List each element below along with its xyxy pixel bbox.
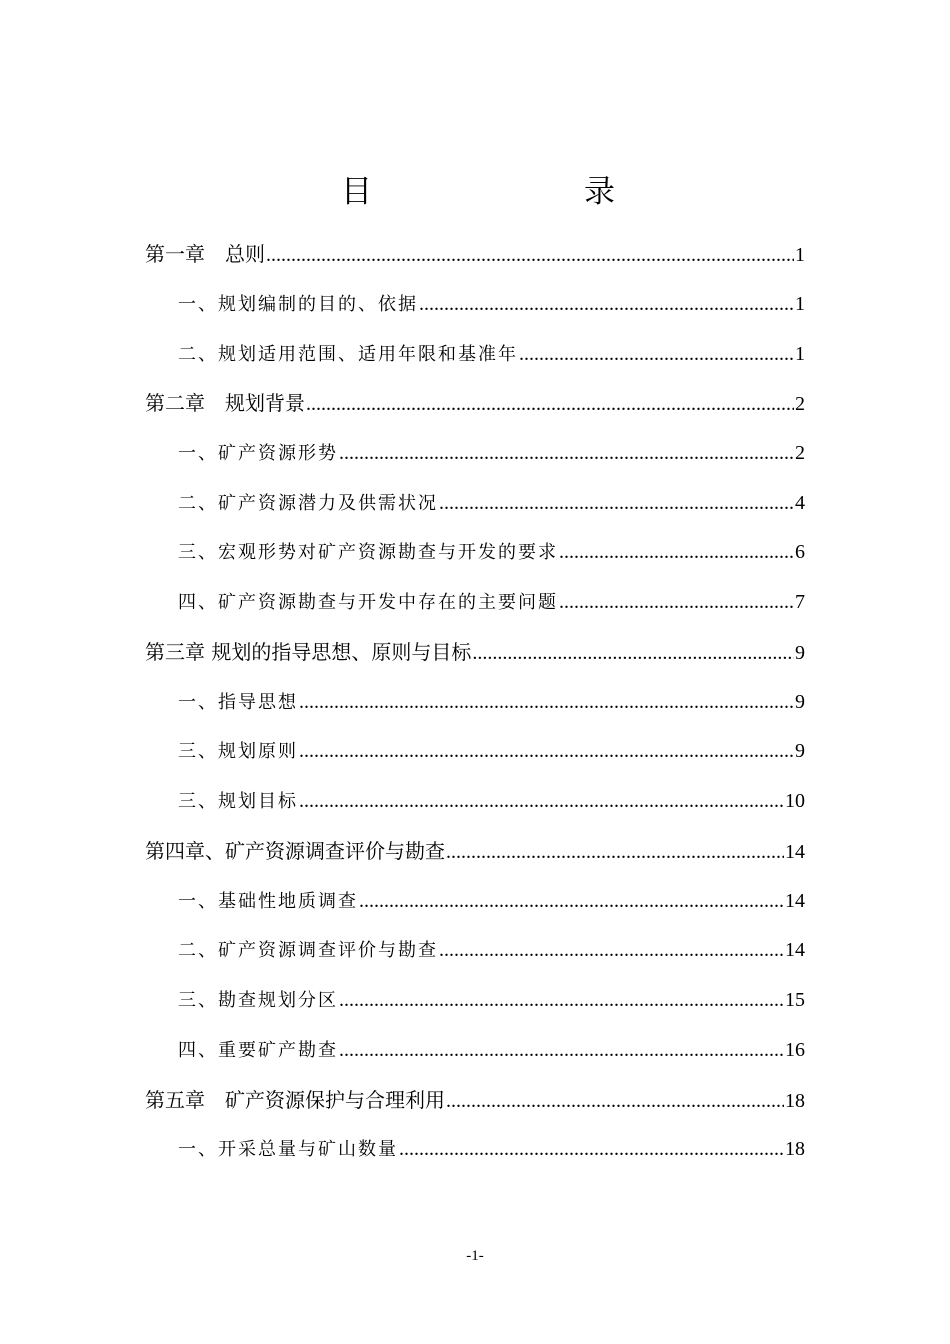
toc-entry-section[interactable] xyxy=(178,982,805,1018)
toc-leader-dots xyxy=(359,883,784,919)
toc-entry-chapter[interactable] xyxy=(145,385,805,421)
toc-entry-chapter[interactable] xyxy=(145,634,805,670)
toc-entry-label: 一、基础性地质调查 xyxy=(178,891,358,912)
toc-entry-label: 一、矿产资源形势 xyxy=(178,443,338,464)
toc-leader-dots xyxy=(339,982,784,1018)
toc-entry-page: 2 xyxy=(795,442,805,464)
toc-entry-page: 10 xyxy=(785,790,805,812)
toc-entry-label: 三、规划目标 xyxy=(178,791,298,812)
toc-entry-page: 4 xyxy=(795,492,805,514)
toc-entry-section[interactable] xyxy=(178,883,805,919)
toc-entry-label: 第一章 总则 xyxy=(145,242,265,266)
toc-entry-page: 18 xyxy=(785,1138,805,1160)
toc-leader-dots xyxy=(446,1083,784,1119)
toc-entry-section[interactable] xyxy=(178,435,805,471)
toc-entry-page: 16 xyxy=(785,1039,805,1061)
toc-entry-page: 1 xyxy=(795,244,805,266)
toc-entry-label: 三、规划原则 xyxy=(178,741,298,762)
toc-leader-dots xyxy=(299,783,784,819)
toc-entry-page: 14 xyxy=(785,841,805,863)
toc-leader-dots xyxy=(439,932,784,968)
toc-entry-page: 7 xyxy=(795,591,805,613)
toc-entry-label: 三、勘查规划分区 xyxy=(178,990,338,1011)
toc-leader-dots xyxy=(472,635,794,671)
toc-leader-dots xyxy=(439,485,794,521)
toc-leader-dots xyxy=(399,1131,784,1167)
toc-entry-label: 四、矿产资源勘查与开发中存在的主要问题 xyxy=(178,592,558,613)
toc-leader-dots xyxy=(339,1032,784,1068)
toc-leader-dots xyxy=(559,534,794,570)
toc-entry-label: 第二章 规划背景 xyxy=(145,391,305,415)
toc-entry-label: 一、指导思想 xyxy=(178,692,298,713)
toc-title-char-1: 目 xyxy=(341,174,372,210)
toc-entry-page: 9 xyxy=(795,740,805,762)
toc-entry-section[interactable] xyxy=(178,684,805,720)
toc-entry-page: 14 xyxy=(785,939,805,961)
toc-entry-chapter[interactable] xyxy=(145,1082,805,1118)
toc-entry-page: 14 xyxy=(785,890,805,912)
toc-entry-page: 15 xyxy=(785,989,805,1011)
toc-entry-page: 18 xyxy=(785,1090,805,1112)
toc-entry-section[interactable] xyxy=(178,1131,805,1167)
toc-entry-label: 二、规划适用范围、适用年限和基准年 xyxy=(178,344,518,365)
toc-entry-page: 9 xyxy=(795,642,805,664)
toc-entry-label: 第三章 规划的指导思想、原则与目标 xyxy=(145,640,472,664)
toc-entry-section[interactable] xyxy=(178,1032,805,1068)
toc-entry-label: 一、开采总量与矿山数量 xyxy=(178,1139,398,1160)
toc-leader-dots xyxy=(306,386,794,422)
toc-entry-section[interactable] xyxy=(178,932,805,968)
toc-entry-page: 2 xyxy=(795,393,805,415)
toc-entry-label: 二、矿产资源调查评价与勘查 xyxy=(178,940,438,961)
toc-entry-section[interactable] xyxy=(178,336,805,372)
page-number: -1- xyxy=(466,1248,484,1264)
toc-leader-dots xyxy=(299,733,794,769)
toc-entry-section[interactable] xyxy=(178,733,805,769)
toc-entry-label: 第五章 矿产资源保护与合理利用 xyxy=(145,1088,445,1112)
toc-leader-dots xyxy=(266,237,794,273)
toc-entry-label: 一、规划编制的目的、依据 xyxy=(178,294,418,315)
toc-leader-dots xyxy=(559,584,794,620)
toc-entry-label: 第四章、矿产资源调查评价与勘查 xyxy=(145,839,445,863)
toc-entry-page: 1 xyxy=(795,343,805,365)
toc-leader-dots xyxy=(519,336,794,372)
toc-entry-chapter[interactable] xyxy=(145,833,805,869)
toc-entry-label: 四、重要矿产勘查 xyxy=(178,1040,338,1061)
toc-entry-label: 三、宏观形势对矿产资源勘查与开发的要求 xyxy=(178,542,558,563)
toc-entry-section[interactable] xyxy=(178,286,805,322)
toc-entry-page: 9 xyxy=(795,691,805,713)
toc-entry-section[interactable] xyxy=(178,534,805,570)
toc-leader-dots xyxy=(419,286,794,322)
toc-title-char-2: 录 xyxy=(584,174,615,210)
toc-entry-page: 6 xyxy=(795,541,805,563)
toc-entry-section[interactable] xyxy=(178,783,805,819)
toc-leader-dots xyxy=(299,684,794,720)
toc-entry-section[interactable] xyxy=(178,584,805,620)
toc-leader-dots xyxy=(446,834,784,870)
toc-entry-label: 二、矿产资源潜力及供需状况 xyxy=(178,493,438,514)
toc-entry-page: 1 xyxy=(795,293,805,315)
toc-entry-section[interactable] xyxy=(178,485,805,521)
toc-title xyxy=(0,170,950,220)
toc-entry-chapter[interactable] xyxy=(145,236,805,272)
toc-leader-dots xyxy=(339,435,794,471)
